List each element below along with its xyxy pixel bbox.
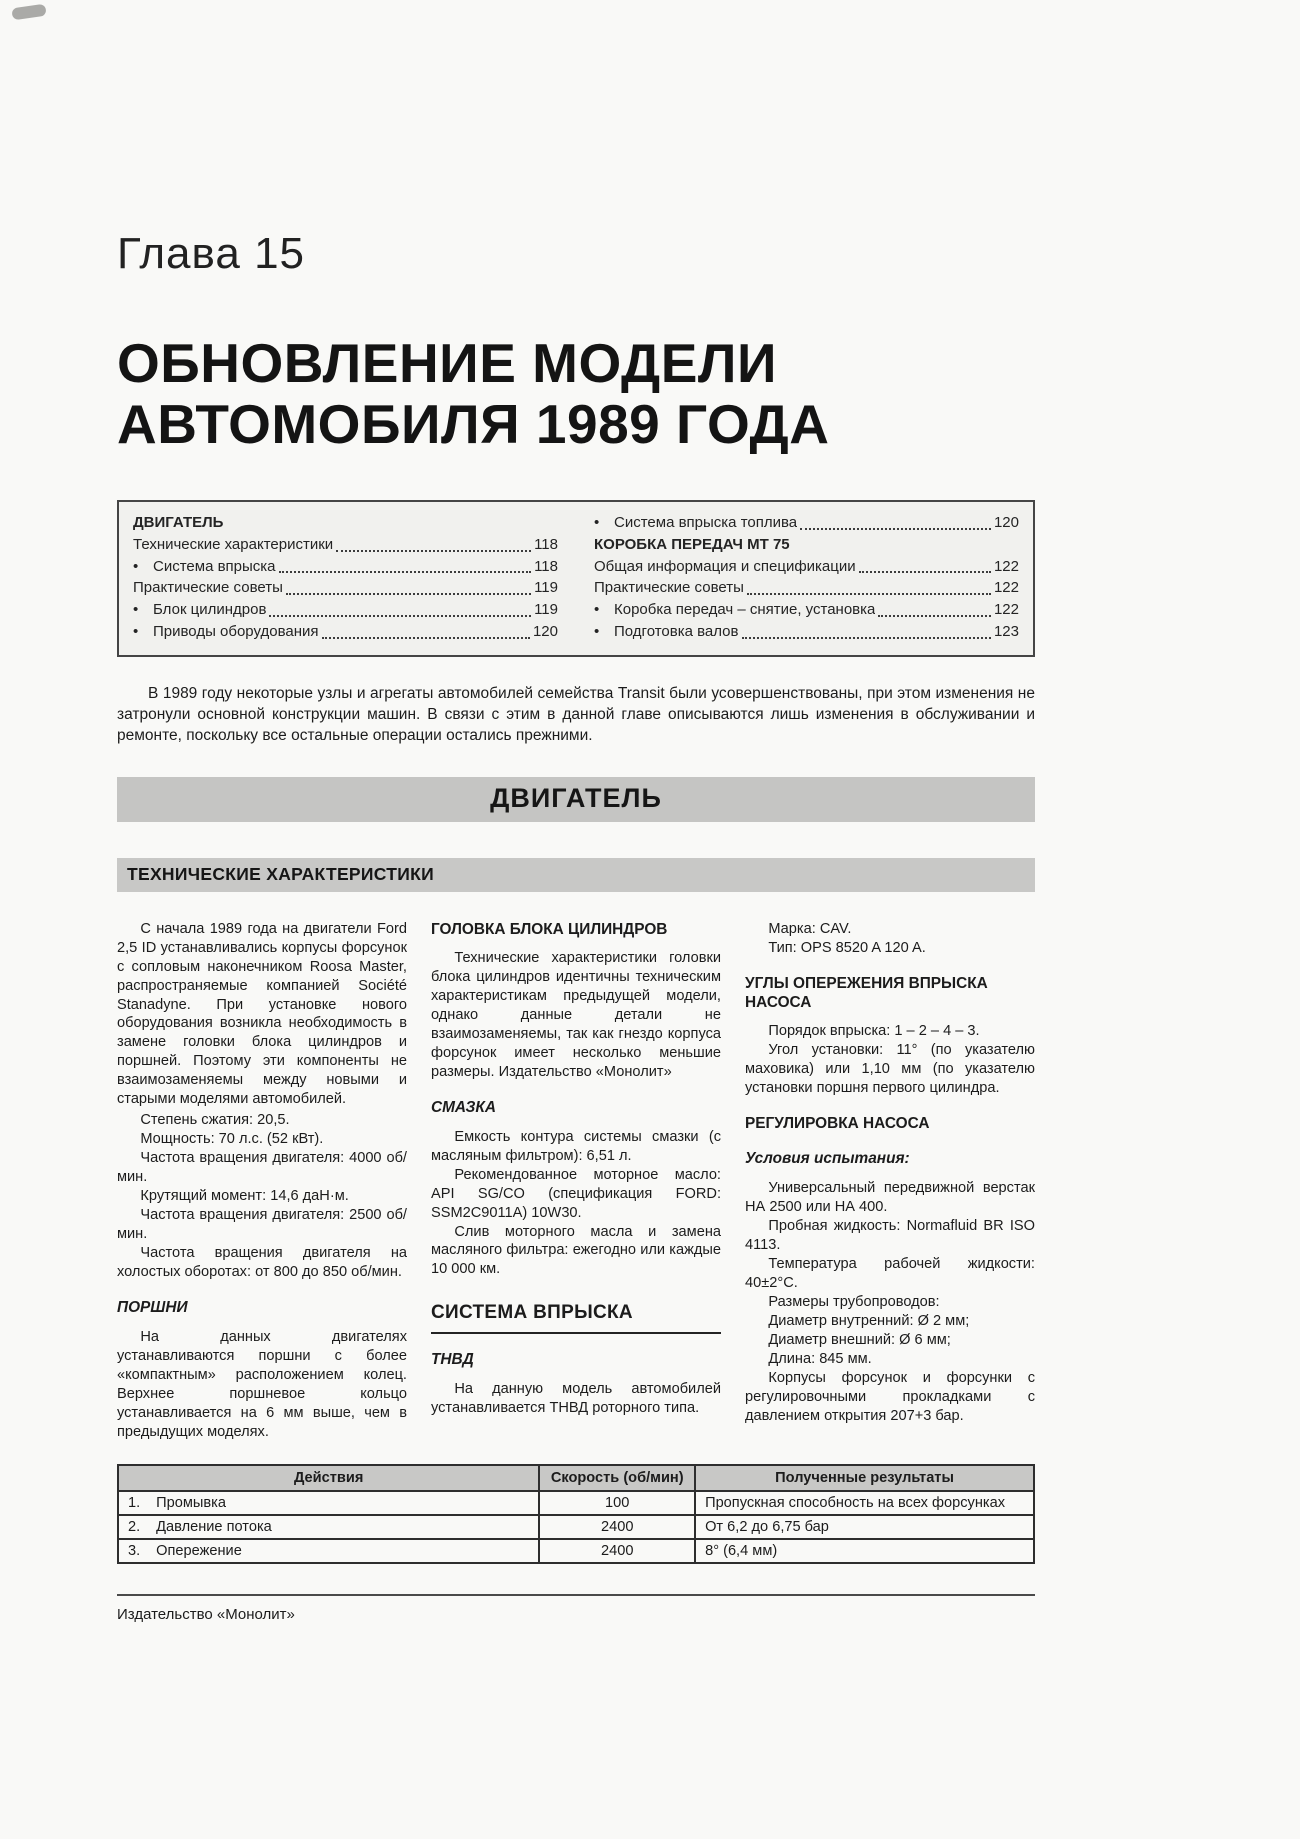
cell-speed: 100 bbox=[539, 1491, 695, 1515]
toc-page-number: 120 bbox=[532, 622, 558, 640]
toc-leader-dots bbox=[742, 637, 991, 639]
toc-leader-dots bbox=[800, 528, 991, 530]
action-label: Давление потока bbox=[156, 1518, 272, 1535]
toc-item bbox=[133, 534, 558, 556]
toc-item bbox=[594, 621, 1019, 643]
spec-line: Диаметр внешний: Ø 6 мм; bbox=[768, 1331, 951, 1348]
toc-item bbox=[594, 512, 1019, 534]
toc-label: Коробка передач – снятие, установка bbox=[614, 601, 876, 618]
spec-line: Частота вращения двигателя на холостых оборотах: от 800 до 850 об/мин. bbox=[117, 1245, 407, 1281]
spec-line: Рекомендованное моторное масло: API SG/CO (спецификация FORD: SSM2C9011A) 10W30. bbox=[431, 1166, 721, 1221]
row-number: 2. bbox=[128, 1518, 141, 1535]
spec-line: Температура рабочей жидкости: 40±2°C. bbox=[745, 1256, 1035, 1292]
paragraph: На данных двигателях устанавливаются поршни с более «компактным» расположением колец. Верхнее поршневое кольцо устанавливается на 6 мм выше, чем в предыдущих моделях. bbox=[117, 1329, 407, 1440]
column-header-actions: Действия bbox=[118, 1465, 539, 1491]
toc-item bbox=[133, 621, 558, 643]
column-2 bbox=[431, 918, 721, 1444]
bullet-icon: • bbox=[133, 622, 139, 640]
toc-page-number: 120 bbox=[993, 514, 1019, 531]
toc-item bbox=[133, 556, 558, 578]
spec-line: Частота вращения двигателя: 2500 об/мин. bbox=[117, 1207, 407, 1243]
toc-leader-dots bbox=[269, 615, 531, 617]
paragraph: Технические характеристики головки блока цилиндров идентичны техническим характеристикам предыдущей модели, однако данные детали не взаимозаменяемы, так как гнездо корпуса форсунок имеет несколько меньшие размеры. Издательство «Монолит» bbox=[431, 949, 721, 1080]
section-banner-engine: ДВИГАТЕЛЬ bbox=[117, 777, 1035, 822]
toc-leader-dots bbox=[336, 550, 531, 552]
toc-label: КОРОБКА ПЕРЕДАЧ МТ 75 bbox=[594, 535, 790, 553]
toc-item bbox=[594, 577, 1019, 599]
column-1 bbox=[117, 918, 407, 1444]
row-number: 3. bbox=[128, 1542, 141, 1559]
heading-injection-system: СИСТЕМА ВПРЫСКА bbox=[431, 1301, 721, 1334]
spec-line: Размеры трубопроводов: bbox=[768, 1294, 940, 1311]
spec-line: Тип: OPS 8520 A 120 A. bbox=[768, 939, 926, 956]
toc-label: Блок цилиндров bbox=[153, 601, 267, 618]
toc-item bbox=[594, 556, 1019, 578]
paragraph: На данную модель автомобилей устанавливается ТНВД роторного типа. bbox=[431, 1381, 721, 1417]
row-number: 1. bbox=[128, 1494, 141, 1511]
page-footer bbox=[117, 1594, 1035, 1623]
bullet-icon: • bbox=[594, 601, 600, 618]
toc-label: Подготовка валов bbox=[614, 622, 739, 640]
toc-item bbox=[594, 599, 1019, 621]
spec-line: Корпусы форсунок и форсунки с регулировочными прокладками с давлением открытия 207+3 бар. bbox=[745, 1369, 1035, 1424]
cell-action bbox=[118, 1539, 539, 1563]
toc-item bbox=[133, 577, 558, 599]
toc-page-number: 118 bbox=[534, 535, 558, 553]
toc-page-number: 122 bbox=[993, 601, 1019, 618]
table-row bbox=[118, 1515, 1034, 1539]
spec-line: Порядок впрыска: 1 – 2 – 4 – 3. bbox=[768, 1023, 980, 1040]
heading-tnvd: ТНВД bbox=[431, 1351, 474, 1369]
spec-line: Слив моторного масла и замена масляного фильтра: ежегодно или каждые 10 000 км. bbox=[431, 1223, 721, 1278]
column-header-speed: Скорость (об/мин) bbox=[539, 1465, 695, 1491]
toc-page-number: 119 bbox=[534, 579, 558, 597]
toc-leader-dots bbox=[279, 571, 532, 573]
title-line-1: ОБНОВЛЕНИЕ МОДЕЛИ bbox=[117, 332, 778, 394]
subsection-banner-specs: ТЕХНИЧЕСКИЕ ХАРАКТЕРИСТИКИ bbox=[117, 858, 1035, 892]
column-3 bbox=[745, 918, 1035, 1444]
cell-speed: 2400 bbox=[539, 1539, 695, 1563]
action-label: Промывка bbox=[156, 1494, 226, 1511]
toc-leader-dots bbox=[878, 615, 991, 617]
spec-line: Диаметр внутренний: Ø 2 мм; bbox=[768, 1312, 970, 1329]
heading-lubrication: СМАЗКА bbox=[431, 1098, 496, 1116]
action-label: Опережение bbox=[156, 1542, 242, 1559]
spec-line: Пробная жидкость: Normafluid BR ISO 4113. bbox=[745, 1218, 1035, 1254]
toc-page-number: 119 bbox=[534, 601, 558, 618]
bullet-icon: • bbox=[133, 557, 139, 575]
bullet-icon: • bbox=[133, 601, 139, 618]
toc-label: Практические советы bbox=[133, 579, 283, 597]
cell-result: 8° (6,4 мм) bbox=[695, 1539, 1034, 1563]
toc-label: Технические характеристики bbox=[133, 535, 334, 553]
spec-line: Марка: CAV. bbox=[768, 920, 852, 937]
toc-page-number: 122 bbox=[993, 557, 1019, 575]
spec-line: Степень сжатия: 20,5. bbox=[140, 1112, 290, 1129]
column-header-results: Полученные результаты bbox=[695, 1465, 1034, 1491]
manual-page bbox=[117, 0, 1035, 1623]
paragraph: С начала 1989 года на двигатели Ford 2,5 ID устанавливались корпусы форсунок с сопловым наконечником Roosa Master, распространяемые компанией Société Stanadyne. При установке нового оборудования возникла необходимость в замене головки блока цилиндров и поршней. Поэтому эти компоненты не взаимозаменяемы между новыми и старыми моделями автомобилей. bbox=[117, 920, 407, 1108]
toc-label: ДВИГАТЕЛЬ bbox=[133, 514, 224, 531]
test-results-table bbox=[117, 1464, 1035, 1564]
heading-pump-adjustment: РЕГУЛИРОВКА НАСОСА bbox=[745, 1114, 930, 1132]
toc-label: Система впрыска bbox=[153, 557, 276, 575]
table-row bbox=[118, 1539, 1034, 1563]
toc-page-number: 122 bbox=[993, 579, 1019, 597]
toc-leader-dots bbox=[747, 593, 991, 595]
title-line-2: АВТОМОБИЛЯ 1989 ГОДА bbox=[117, 392, 830, 455]
toc-leader-dots bbox=[322, 637, 530, 639]
heading-injection-advance-angles: УГЛЫ ОПЕРЕЖЕНИЯ ВПРЫСКА НАСОСА bbox=[745, 974, 988, 1011]
heading-test-conditions: Условия испытания: bbox=[745, 1150, 910, 1168]
scan-artifact bbox=[11, 4, 46, 21]
toc-leader-dots bbox=[859, 571, 991, 573]
toc-page-number: 123 bbox=[993, 622, 1019, 640]
spec-line: Емкость контура системы смазки (с масляным фильтром): 6,51 л. bbox=[431, 1128, 721, 1164]
cell-action bbox=[118, 1515, 539, 1539]
cell-result: Пропускная способность на всех форсунках bbox=[695, 1491, 1034, 1515]
intro-paragraph: В 1989 году некоторые узлы и агрегаты автомобилей семейства Transit были усовершенствованы, при этом изменения не затронули основной конструкции машин. В связи с этим в данной главе описываются лишь изменения в обслуживании и ремонте, поскольку все остальные операции остались прежними. bbox=[117, 684, 1035, 745]
table-header-row bbox=[118, 1465, 1034, 1491]
toc-label: Практические советы bbox=[594, 579, 744, 597]
table-row bbox=[118, 1491, 1034, 1515]
toc-column-right bbox=[594, 512, 1019, 643]
publisher-label: Издательство «Монолит» bbox=[117, 1605, 295, 1623]
toc-page-number: 118 bbox=[534, 557, 558, 575]
spec-line: Универсальный передвижной верстак НА 2500 или НА 400. bbox=[745, 1180, 1035, 1216]
spec-line: Частота вращения двигателя: 4000 об/мин. bbox=[117, 1150, 407, 1186]
spec-line: Угол установки: 11° (по указателю маховика) или 1,10 мм (по указателю установки поршня первого цилиндра. bbox=[745, 1042, 1035, 1096]
toc-leader-dots bbox=[286, 593, 531, 595]
toc-column-left bbox=[133, 512, 558, 643]
toc-label: Приводы оборудования bbox=[153, 622, 319, 640]
toc-section-header bbox=[133, 512, 558, 534]
spec-line: Крутящий момент: 14,6 даН·м. bbox=[140, 1188, 349, 1205]
bullet-icon: • bbox=[594, 514, 600, 531]
spec-line: Длина: 845 мм. bbox=[768, 1350, 872, 1367]
cell-speed: 2400 bbox=[539, 1515, 695, 1539]
bullet-icon: • bbox=[594, 622, 600, 640]
spec-line: Мощность: 70 л.с. (52 кВт). bbox=[140, 1131, 324, 1148]
heading-cylinder-head: ГОЛОВКА БЛОКА ЦИЛИНДРОВ bbox=[431, 920, 668, 938]
heading-pistons: ПОРШНИ bbox=[117, 1299, 188, 1317]
three-column-text bbox=[117, 918, 1035, 1444]
toc-item bbox=[133, 599, 558, 621]
chapter-label: Глава 15 bbox=[117, 229, 306, 278]
page-title bbox=[117, 333, 1035, 454]
toc-section-header bbox=[594, 534, 1019, 556]
cell-result: От 6,2 до 6,75 бар bbox=[695, 1515, 1034, 1539]
toc-label: Система впрыска топлива bbox=[614, 514, 798, 531]
toc-label: Общая информация и спецификации bbox=[594, 557, 856, 575]
table-of-contents bbox=[117, 500, 1035, 657]
cell-action bbox=[118, 1491, 539, 1515]
